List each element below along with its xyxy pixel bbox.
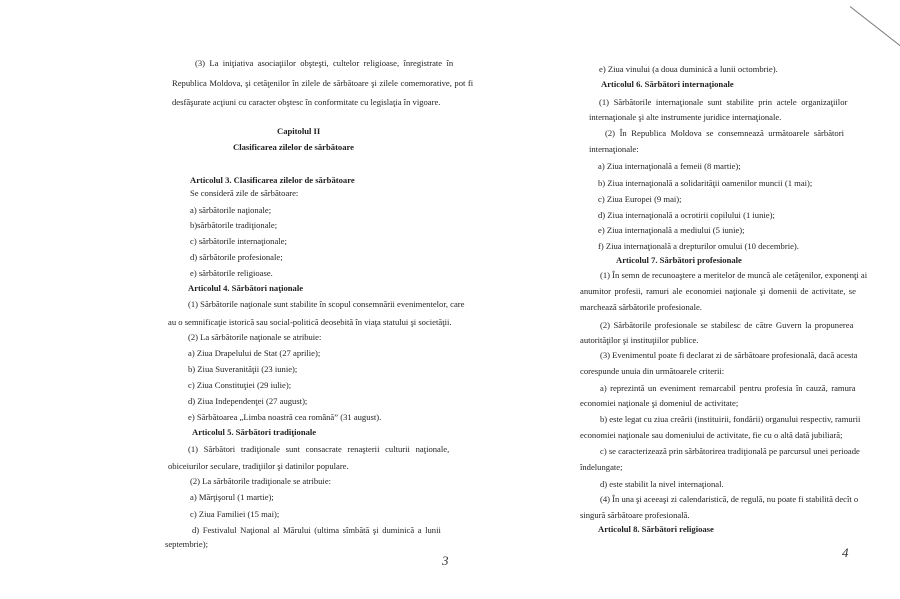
list-item: c) Ziua Europei (9 mai);: [598, 194, 682, 204]
list-item: b) Ziua internaţională a solidarităţii oamenilor muncii (1 mai);: [598, 178, 813, 188]
right-page: [520, 0, 900, 599]
list-item: b) Ziua Suveranităţii (23 iunie);: [188, 364, 298, 374]
text-line: Republica Moldova, şi cetăţenilor în zilele de sărbătoare şi zilele comemorative, pot fi: [172, 78, 474, 88]
text-line: marchează sărbătorile profesionale.: [580, 302, 702, 312]
text-line: (3) Evenimentul poate fi declarat zi de sărbătoare profesională, dacă acesta: [600, 350, 858, 360]
list-item: f) Ziua internaţională a drepturilor omului (10 decembrie).: [598, 241, 799, 251]
text-line: obiceiurilor seculare, tradiţiilor şi datinilor populare.: [168, 461, 349, 471]
text-line: (1) În semn de recunoaştere a meritelor de muncă ale cetăţenilor, exponenţi ai: [600, 270, 868, 280]
article-heading: Articolul 5. Sărbători tradiţionale: [192, 427, 317, 437]
list-item: b) este legat cu ziua creării (instituirii, fondării) organului respectiv, ramurii: [600, 414, 861, 424]
text-line: (2) La sărbătorile naţionale se atribuie:: [188, 332, 322, 342]
text-line: autorităţilor şi instituţiilor publice.: [580, 335, 699, 345]
text-line: internaţionale şi alte instrumente juridice internaţionale.: [589, 112, 782, 122]
text-line: (1) Sărbătorile naţionale sunt stabilite în scopul consemnării evenimentelor, care: [188, 299, 465, 309]
text-line: (4) În una şi aceeaşi zi calendaristică, de regulă, nu poate fi stabilită decît o: [600, 494, 859, 504]
text-line: internaţionale:: [589, 144, 639, 154]
list-item: e) sărbătorile religioase.: [190, 268, 273, 278]
list-item: economiei naţionale şi domeniul de activitate;: [580, 398, 739, 408]
list-item: e) Ziua internaţională a mediului (5 iunie);: [598, 225, 745, 235]
list-item: a) reprezintă un eveniment remarcabil pentru profesia în cauză, ramura: [600, 383, 856, 393]
article-heading: Articolul 4. Sărbători naţionale: [188, 283, 304, 293]
text-line: (2) La sărbătorile tradiţionale se atribuie:: [190, 476, 332, 486]
text-line: singură sărbătoare profesională.: [580, 510, 690, 520]
text-line: Se consideră zile de sărbătoare:: [190, 188, 299, 198]
list-item: a) Ziua internaţională a femeii (8 martie);: [598, 161, 741, 171]
text-line: au o semnificaţie istorică sau social-politică deosebită în viaţa statului şi societăţii.: [168, 317, 452, 327]
article-heading: Articolul 7. Sărbători profesionale: [616, 255, 742, 265]
article-heading: Articolul 8. Sărbători religioase: [598, 524, 714, 534]
list-item: b)sărbătorile tradiţionale;: [190, 220, 278, 230]
list-item: îndelungate;: [580, 462, 623, 472]
page-number: 3: [442, 553, 449, 568]
article-heading: Articolul 6. Sărbători internaţionale: [601, 79, 734, 89]
text-line: corespunde unuia din următoarele criterii:: [580, 366, 725, 376]
list-item: c) se caracterizează prin sărbătorirea tradiţională pe parcursul unei perioade: [600, 446, 860, 456]
text-line: (2) Sărbătorile profesionale se stabilesc de către Guvern la propunerea: [600, 320, 854, 330]
list-item: c) Ziua Constituţiei (29 iulie);: [188, 380, 292, 390]
list-item: d) Ziua internaţională a ocrotirii copilului (1 iunie);: [598, 210, 775, 220]
list-item: a) sărbătorile naţionale;: [190, 205, 272, 215]
list-item: c) sărbătorile internaţionale;: [190, 236, 287, 246]
list-item: c) Ziua Familiei (15 mai);: [190, 509, 280, 519]
list-item: e) Ziua vinului (a doua duminică a lunii octombrie).: [599, 64, 778, 74]
list-item: d) Ziua Independenţei (27 august);: [188, 396, 308, 406]
page-number: 4: [842, 545, 849, 560]
list-item: e) Sărbătoarea „Limba noastră cea română” (31 august).: [188, 412, 382, 422]
list-item: economiei naţionale sau domeniului de activitate, fie cu o altă dată jubiliară;: [580, 430, 843, 440]
list-item: d) sărbătorile profesionale;: [190, 252, 283, 262]
list-item: septembrie);: [165, 539, 208, 549]
article-heading: Articolul 3. Clasificarea zilelor de sărbătoare: [190, 175, 355, 185]
list-item: a) Ziua Drapelului de Stat (27 aprilie);: [188, 348, 321, 358]
text-line: (1) Sărbătorile internaţionale sunt stabilite prin actele organizaţiilor: [599, 97, 848, 107]
text-line: desfăşurate acţiuni cu caracter obştesc în conformitate cu legislaţia în vigoare.: [172, 97, 441, 107]
text-line: (3) La iniţiativa asociaţiilor obşteşti, cultelor religioase, înregistrate în: [195, 58, 454, 68]
chapter-number: Capitolul II: [277, 126, 321, 136]
scan-corner-mark: [850, 6, 900, 50]
list-item: a) Mărţişorul (1 martie);: [190, 492, 274, 502]
text-line: (2) În Republica Moldova se consemnează următoarele sărbători: [605, 128, 844, 138]
chapter-title: Clasificarea zilelor de sărbătoare: [233, 142, 355, 152]
text-line: anumitor profesii, ramuri ale economiei naţionale şi domenii de activitate, se: [580, 286, 856, 296]
text-line: (1) Sărbători tradiţionale sunt consacrate renaşterii culturii naţionale,: [188, 444, 450, 454]
list-item: d) Festivalul Naţional al Mărului (ultima sîmbătă şi duminică a lunii: [192, 525, 441, 535]
list-item: d) este stabilit la nivel internaţional.: [600, 479, 724, 489]
